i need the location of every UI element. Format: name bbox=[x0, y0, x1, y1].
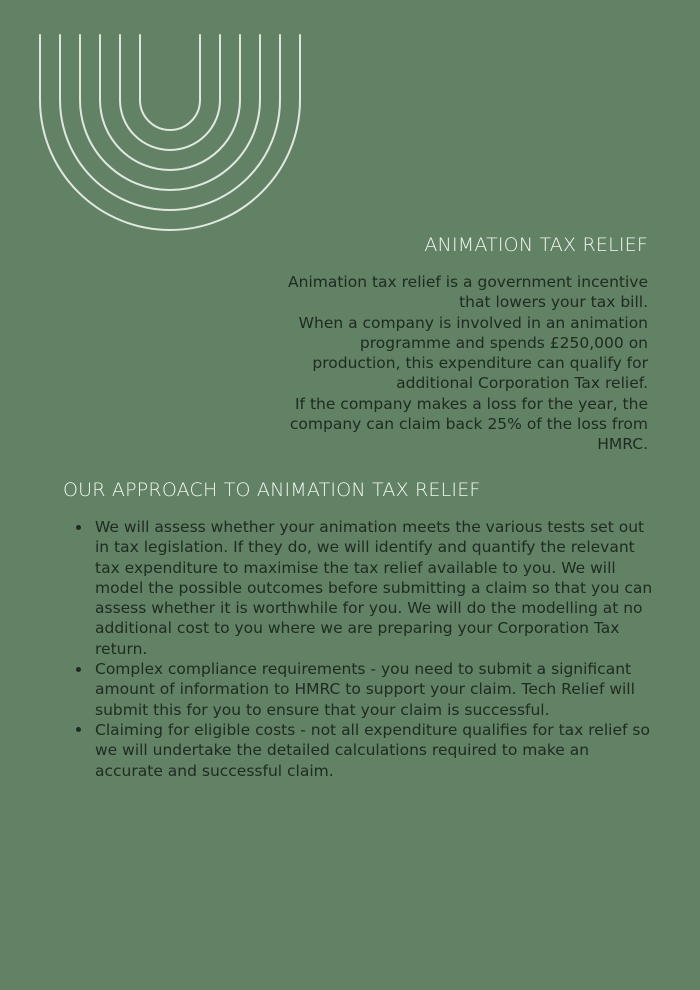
intro-body bbox=[280, 272, 648, 455]
list-item-text: Claiming for eligible costs - not all expenditure qualifies for tax relief so we will undertake the detailed calculations required to make an accurate and successful claim. bbox=[95, 720, 650, 780]
intro-paragraph: Animation tax relief is a government incentive that lowers your tax bill. bbox=[288, 273, 648, 312]
list-item-text: Complex compliance requirements - you need to submit a significant amount of information to HMRC to support your claim. Tech Relief will submit this for you to ensure that your claim is successful. bbox=[95, 660, 635, 719]
approach-section bbox=[63, 477, 653, 781]
list-item-text: We will assess whether your animation meets the various tests set out in tax legislation. If they do, we will identify and quantify the relevant tax expenditure to maximise the tax relief available to you. We will model the possible outcomes before submitting a claim so that you can assess whether it is worthwhile for you. We will do the modelling at no additional cost to you where we are preparing your Corporation Tax return. bbox=[95, 518, 653, 658]
nested-u-arcs-icon bbox=[0, 0, 340, 240]
intro-section bbox=[228, 232, 648, 455]
approach-list bbox=[63, 517, 653, 781]
intro-paragraph: When a company is involved in an animation programme and spends £250,000 on production, this expenditure can qualify for additional Corporation Tax relief. bbox=[298, 313, 648, 393]
list-item bbox=[63, 659, 653, 720]
intro-paragraph: If the company makes a loss for the year, the company can claim back 25% of the loss from HMRC. bbox=[289, 394, 648, 454]
list-item bbox=[63, 517, 653, 659]
section-title: ANIMATION TAX RELIEF bbox=[424, 234, 648, 256]
bullet-icon bbox=[76, 525, 81, 530]
bullet-icon bbox=[76, 667, 81, 672]
list-item bbox=[63, 720, 653, 781]
section-title: OUR APPROACH TO ANIMATION TAX RELIEF bbox=[63, 479, 481, 501]
bullet-icon bbox=[76, 727, 81, 732]
